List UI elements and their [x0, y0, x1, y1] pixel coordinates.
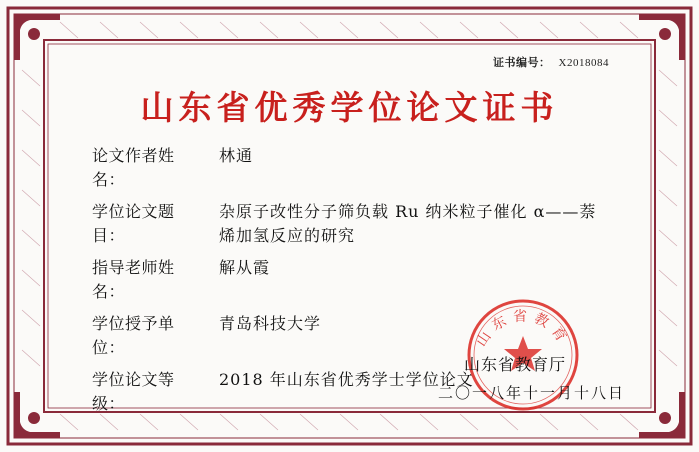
field-label: 学位论文题目： — [92, 202, 175, 245]
field-author — [92, 144, 612, 192]
field-value: 林通 — [219, 146, 254, 165]
issuer-name: 山东省教育厅 — [464, 355, 567, 374]
certificate-title: 山东省优秀学位论文证书 — [140, 88, 559, 127]
field-label: 指导老师姓名： — [92, 258, 175, 301]
svg-text:山东省教育: 山东省教育 — [473, 308, 573, 350]
field-value: 杂原子改性分子筛负载 Ru 纳米粒子催化 α——萘烯加氢反应的研究 — [219, 202, 597, 245]
field-label: 学位授予单位： — [92, 314, 175, 357]
field-value: 解从霞 — [219, 258, 271, 277]
field-value: 2018 年山东省优秀学士学位论文 — [219, 370, 474, 389]
certificate-number-value: X2018084 — [558, 57, 609, 69]
field-label: 论文作者姓名： — [92, 146, 175, 189]
certificate-number — [493, 54, 609, 70]
certificate-number-label: 证书编号： — [493, 56, 551, 69]
field-thesis-title — [92, 200, 612, 248]
field-value: 青岛科技大学 — [219, 314, 322, 333]
issue-date: 二〇一八年十一月十八日 — [438, 384, 626, 402]
field-label: 学位论文等级： — [92, 370, 175, 413]
